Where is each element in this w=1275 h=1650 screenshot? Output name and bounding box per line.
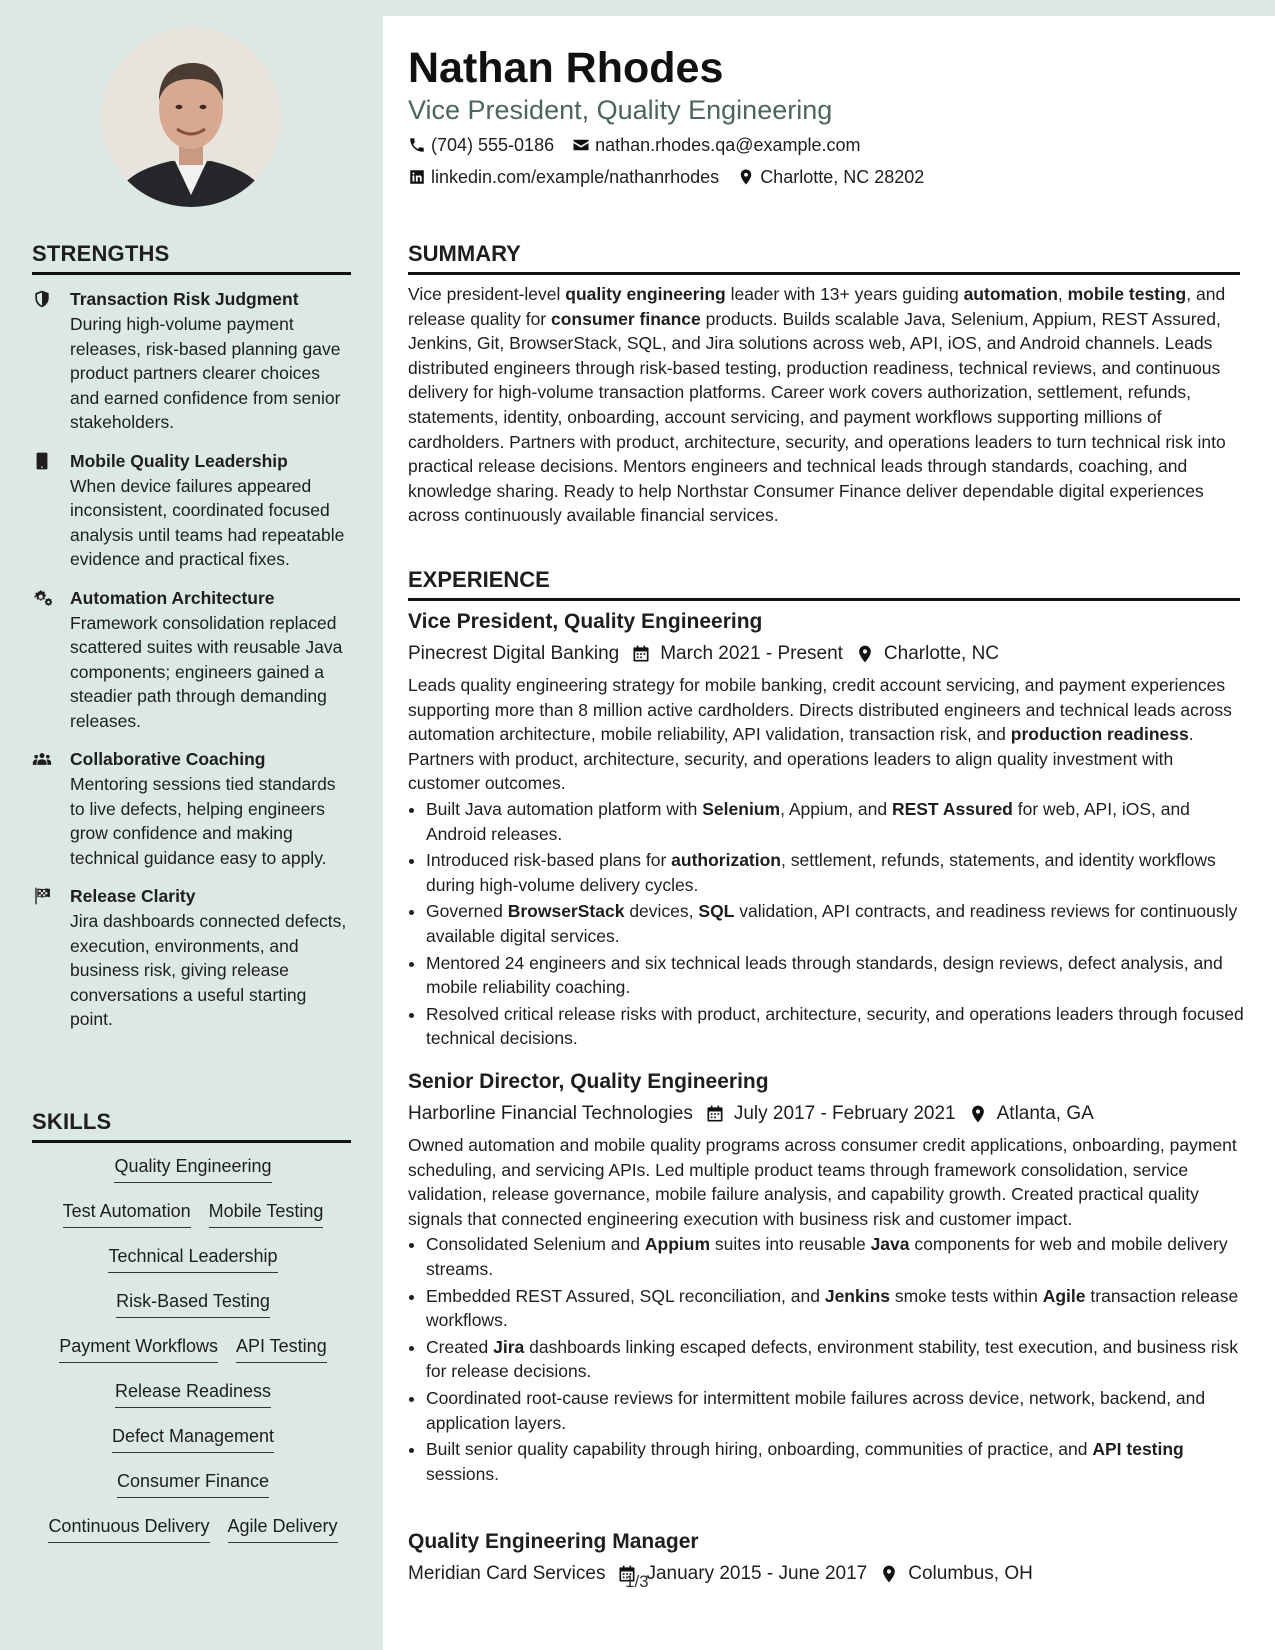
- email-text[interactable]: nathan.rhodes.qa@example.com: [595, 135, 861, 155]
- strength-title: Release Clarity: [70, 886, 196, 906]
- bold-keyword: REST Assured: [891, 798, 1013, 819]
- bold-keyword: mobile testing: [1067, 284, 1187, 304]
- gears-icon: [32, 586, 70, 734]
- skill-tag: Payment Workflows: [59, 1334, 218, 1363]
- linkedin-text[interactable]: linkedin.com/example/nathanrhodes: [431, 167, 720, 187]
- skill-row: [32, 1334, 354, 1379]
- strength-desc: When device failures appeared inconsistent, coordinated focused analysis until teams had repeatable evidence and practical fixes.: [70, 475, 345, 569]
- bold-keyword: Agile: [1042, 1285, 1086, 1306]
- map-marker-icon: [737, 168, 755, 186]
- shield-icon: [32, 287, 70, 435]
- experience-heading: EXPERIENCE: [408, 567, 1240, 601]
- bold-keyword: API testing: [1092, 1439, 1184, 1460]
- contact-row-2: [408, 164, 924, 190]
- job-entry: [408, 1068, 1244, 1488]
- map-marker-icon: [968, 1104, 988, 1124]
- calendar-icon: [631, 644, 651, 664]
- bold-keyword: BrowserStack: [507, 901, 625, 922]
- job-dates: March 2021 - Present: [660, 643, 843, 664]
- phone-text: (704) 555-0186: [431, 135, 555, 155]
- bold-keyword: consumer finance: [551, 308, 701, 329]
- summary-text: Vice president-level quality engineering leader with 13+ years guiding automation, mobile testing, and release quality for consumer finance products. Builds scalable Java, Selenium, Appium, REST Assured, Jenkins, Git, BrowserStack, SQL, and Jira solutions across web, API, iOS, and Android channels. Leads distributed engineers through risk-based testing, production readiness, technical reviews, and continuous delivery for high-volume transaction platforms. Career work covers authorization, settlement, refunds, statements, identity, onboarding, account servicing, and payment workflows supporting millions of cardholders. Partners with product, architecture, security, and operations leaders to turn technical risk into practical release decisions. Mentors engineers and technical leads through standards, coaching, and knowledge sharing. Ready to help Northstar Consumer Finance deliver dependable digital experiences across continuously available financial services.: [408, 284, 1226, 526]
- calendar-icon: [705, 1104, 725, 1124]
- profile-photo: [101, 27, 281, 207]
- bold-keyword: Java: [870, 1234, 910, 1255]
- location-text: Charlotte, NC 28202: [760, 167, 925, 187]
- job-bullets: [408, 1232, 1244, 1486]
- job-entry: [408, 608, 1244, 1053]
- list-item: • Resolved critical release risks with product, architecture, security, and operations leaders through focused technical decisions.: [426, 1002, 1244, 1051]
- skill-row: [32, 1514, 354, 1559]
- job-dates: July 2017 - February 2021: [733, 1103, 956, 1124]
- strengths-list: [32, 287, 354, 1046]
- skill-row: [32, 1379, 354, 1424]
- users-icon: [32, 747, 70, 870]
- strength-desc: Jira dashboards connected defects, execution, environments, and business risk, giving release conversations a useful starting point.: [70, 911, 347, 1029]
- contact-location: [737, 164, 924, 190]
- strength-item: [32, 884, 354, 1032]
- list-item: • Governed BrowserStack devices, SQL validation, API contracts, and readiness reviews for continuously available digital services.: [426, 899, 1244, 948]
- map-marker-icon: [855, 644, 875, 664]
- skills-list: [32, 1154, 354, 1559]
- envelope-icon: [572, 136, 590, 154]
- job-location: Columbus, OH: [908, 1563, 1033, 1584]
- job-company: Pinecrest Digital Banking: [408, 643, 620, 664]
- bold-keyword: authorization: [671, 850, 781, 871]
- strength-title: Mobile Quality Leadership: [70, 450, 288, 471]
- job-location: Charlotte, NC: [883, 643, 1000, 664]
- bold-keyword: SQL: [698, 901, 735, 922]
- strength-desc: During high-volume payment releases, risk-based planning gave product partners clearer choices and earned confidence from senior stakeholders.: [70, 314, 341, 432]
- bold-keyword: quality engineering: [565, 284, 726, 304]
- map-marker-icon: [879, 1564, 899, 1584]
- candidate-name: Nathan Rhodes: [408, 44, 724, 92]
- linkedin-icon: [408, 168, 426, 186]
- skill-tag: Consumer Finance: [117, 1469, 269, 1498]
- page-number: 1/3: [625, 1572, 649, 1591]
- skill-tag: Agile Delivery: [228, 1514, 338, 1543]
- job-meta: [408, 639, 1244, 669]
- skill-row: [32, 1424, 354, 1469]
- bold-keyword: automation: [963, 284, 1058, 304]
- job-description: Owned automation and mobile quality programs across consumer credit applications, onboarding, payment scheduling, and servicing APIs. Led multiple product teams through framework consolidation, service validation, release governance, mobile failure analysis, and capability growth. Created practical quality signals that connected engineering execution with business risk and customer impact.: [408, 1135, 1237, 1229]
- job-entry: [408, 1528, 1244, 1593]
- skill-row: [32, 1469, 354, 1514]
- bold-keyword: Jenkins: [824, 1285, 891, 1306]
- job-location: Atlanta, GA: [996, 1103, 1094, 1124]
- flag-checkered-icon: [32, 884, 70, 1032]
- job-meta: [408, 1099, 1244, 1129]
- bold-keyword: production readiness: [1010, 724, 1189, 745]
- strength-title: Transaction Risk Judgment: [70, 289, 299, 309]
- job-company: Meridian Card Services: [408, 1563, 606, 1584]
- strength-desc: Mentoring sessions tied standards to live defects, helping engineers grow confidence and making technical guidance easy to apply.: [70, 774, 336, 868]
- list-item: • Embedded REST Assured, SQL reconciliation, and Jenkins smoke tests within Agile transaction release workflows.: [426, 1284, 1244, 1333]
- strength-item: [32, 449, 354, 572]
- skill-tag: Mobile Testing: [209, 1199, 324, 1228]
- skill-row: [32, 1244, 354, 1289]
- job-title: Vice President, Quality Engineering: [408, 610, 763, 633]
- contact-phone: [408, 132, 554, 158]
- list-item: • Built Java automation platform with Selenium, Appium, and REST Assured for web, API, iOS, and Android releases.: [426, 797, 1244, 846]
- skill-tag: Release Readiness: [115, 1379, 271, 1408]
- list-item: • Consolidated Selenium and Appium suites into reusable Java components for web and mobile delivery streams.: [426, 1232, 1244, 1281]
- list-item: • Created Jira dashboards linking escaped defects, environment stability, test execution, and business risk for release decisions.: [426, 1335, 1244, 1384]
- contact-row-1: [408, 132, 861, 158]
- contact-linkedin[interactable]: [408, 164, 719, 190]
- mobile-icon: [32, 449, 70, 572]
- job-description: Leads quality engineering strategy for mobile banking, credit account servicing, and payment experiences supporting more than 8 million active cardholders. Directs distributed engineers and technical leads across automation architecture, mobile reliability, API validation, transaction risk, and production readiness. Partners with product, architecture, security, and operations leaders to align quality investment with customer outcomes.: [408, 675, 1232, 794]
- skill-tag: Technical Leadership: [108, 1244, 277, 1273]
- skill-tag: Test Automation: [63, 1199, 191, 1228]
- bold-keyword: Selenium: [702, 798, 781, 819]
- strength-item: [32, 747, 354, 870]
- job-meta: [408, 1559, 1244, 1589]
- skills-heading: SKILLS: [32, 1109, 351, 1143]
- strength-title: Automation Architecture: [70, 587, 275, 608]
- bold-keyword: Appium: [644, 1234, 711, 1255]
- strength-title: Collaborative Coaching: [70, 749, 266, 769]
- job-company: Harborline Financial Technologies: [408, 1103, 693, 1124]
- skill-tag: API Testing: [236, 1334, 327, 1363]
- list-item: • Mentored 24 engineers and six technical leads through standards, design reviews, defect analysis, and mobile reliability coaching.: [426, 951, 1244, 1000]
- job-dates: January 2015 - June 2017: [646, 1563, 868, 1584]
- skill-row: [32, 1154, 354, 1199]
- job-bullets: [408, 797, 1244, 1051]
- summary-heading: SUMMARY: [408, 241, 1240, 275]
- strengths-heading: STRENGTHS: [32, 241, 351, 275]
- candidate-role: Vice President, Quality Engineering: [408, 95, 833, 125]
- bold-keyword: Jira: [493, 1336, 525, 1357]
- list-item: • Built senior quality capability through hiring, onboarding, communities of practice, and API testing sessions.: [426, 1437, 1244, 1486]
- contact-email[interactable]: [572, 132, 860, 158]
- strength-desc: Framework consolidation replaced scattered suites with reusable Java components; engineers gained a steadier path through demanding releases.: [70, 612, 343, 731]
- skill-tag: Defect Management: [112, 1424, 274, 1453]
- sidebar: [0, 0, 383, 1650]
- job-title: Quality Engineering Manager: [408, 1530, 699, 1553]
- strength-item: [32, 287, 354, 435]
- phone-icon: [408, 136, 426, 154]
- strength-item: [32, 586, 354, 734]
- list-item: • Coordinated root-cause reviews for intermittent mobile failures across device, network, backend, and application layers.: [426, 1386, 1244, 1435]
- list-item: • Introduced risk-based plans for authorization, settlement, refunds, statements, and identity workflows during high-volume delivery cycles.: [426, 848, 1244, 897]
- skill-tag: Continuous Delivery: [48, 1514, 209, 1543]
- job-title: Senior Director, Quality Engineering: [408, 1070, 769, 1093]
- skill-row: [32, 1199, 354, 1244]
- skill-row: [32, 1289, 354, 1334]
- main-content: [383, 16, 1275, 1650]
- skill-tag: Risk-Based Testing: [116, 1289, 270, 1318]
- skill-tag: Quality Engineering: [114, 1154, 271, 1183]
